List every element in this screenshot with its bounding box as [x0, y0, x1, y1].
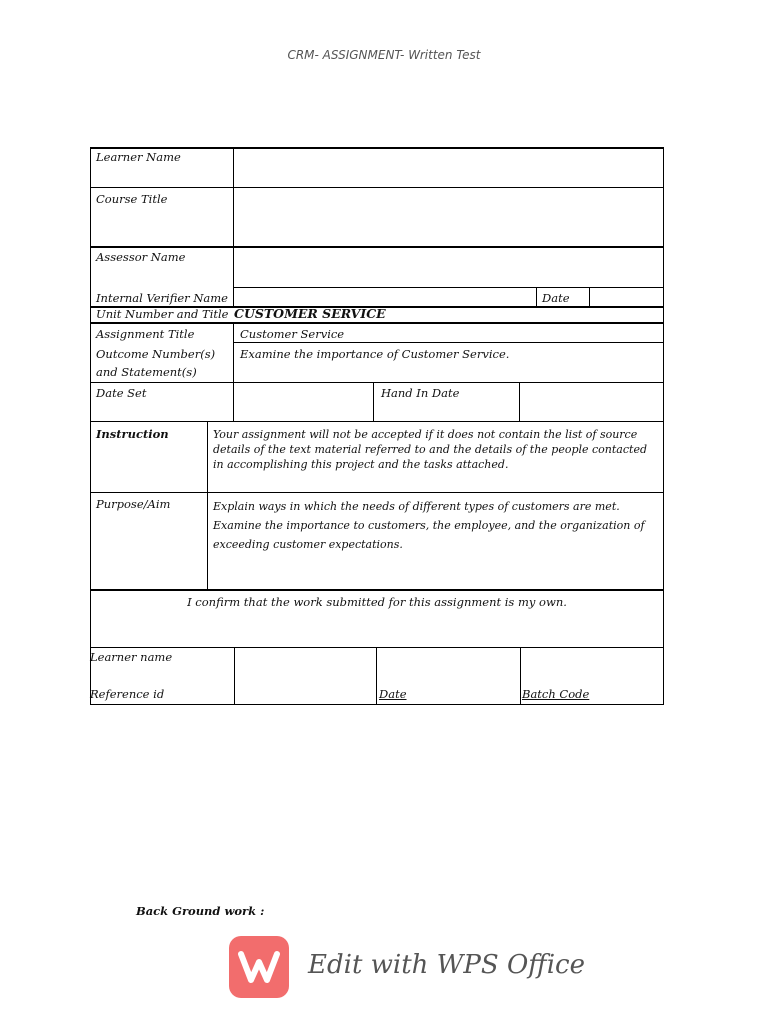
border-line	[90, 382, 664, 383]
border-line	[376, 647, 377, 705]
purpose-line-2: Examine the importance to customers, the employee, and the organization of exceeding customer expectations.	[213, 519, 645, 551]
purpose-line-1: Explain ways in which the needs of different types of customers are met.	[213, 500, 620, 513]
border-line	[90, 147, 664, 149]
border-line	[90, 492, 664, 493]
unit-label: Unit Number and Title	[96, 307, 229, 321]
batch-code-label: Batch Code	[522, 687, 590, 701]
border-line	[233, 147, 234, 308]
outcome-label-2: and Statement(s)	[96, 365, 197, 379]
internal-verifier-label: Internal Verifier Name	[96, 291, 228, 305]
confirm-text: I confirm that the work submitted for this assignment is my own.	[187, 595, 567, 609]
outcome-label-1: Outcome Number(s)	[96, 347, 216, 361]
border-line	[663, 147, 664, 705]
border-line	[90, 246, 664, 248]
border-line	[90, 589, 664, 591]
page-header: CRM- ASSIGNMENT- Written Test	[287, 48, 481, 62]
border-line	[234, 342, 664, 343]
border-line	[90, 647, 664, 648]
wps-logo-icon	[229, 936, 289, 998]
learner-name-bottom: Learner name	[90, 650, 173, 664]
border-line	[589, 287, 590, 307]
border-line	[519, 382, 520, 422]
hand-in-date-label: Hand In Date	[381, 386, 460, 400]
border-line	[90, 421, 664, 422]
date-bottom-label: Date	[379, 687, 407, 701]
border-line	[90, 704, 664, 705]
assignment-title-label: Assignment Title	[96, 327, 195, 341]
instruction-label: Instruction	[96, 427, 169, 441]
border-line	[520, 647, 521, 705]
border-line	[373, 382, 374, 422]
course-title-label: Course Title	[96, 192, 168, 206]
border-line	[536, 287, 537, 307]
outcome-value: Examine the importance of Customer Service.	[240, 347, 510, 361]
reference-id-label: Reference id	[90, 687, 165, 701]
unit-value: CUSTOMER SERVICE	[234, 306, 386, 321]
learner-name-label: Learner Name	[96, 150, 181, 164]
border-line	[90, 187, 664, 188]
date-label: Date	[542, 291, 570, 305]
border-line	[90, 322, 664, 324]
border-line	[207, 421, 208, 590]
border-line	[233, 322, 234, 422]
purpose-label: Purpose/Aim	[96, 497, 171, 511]
wps-watermark-text: Edit with WPS Office	[308, 950, 585, 980]
date-set-label: Date Set	[96, 386, 147, 400]
border-line	[90, 147, 91, 705]
border-line	[234, 647, 235, 705]
background-work-heading: Back Ground work :	[136, 904, 265, 918]
border-line	[234, 287, 664, 288]
assessor-name-label: Assessor Name	[96, 250, 186, 264]
assignment-title-value: Customer Service	[240, 327, 345, 341]
instruction-text: Your assignment will not be accepted if it does not contain the list of source details of the text material referred to and the details of the people contacted in accomplishing this project and the tasks attached.	[213, 428, 648, 471]
